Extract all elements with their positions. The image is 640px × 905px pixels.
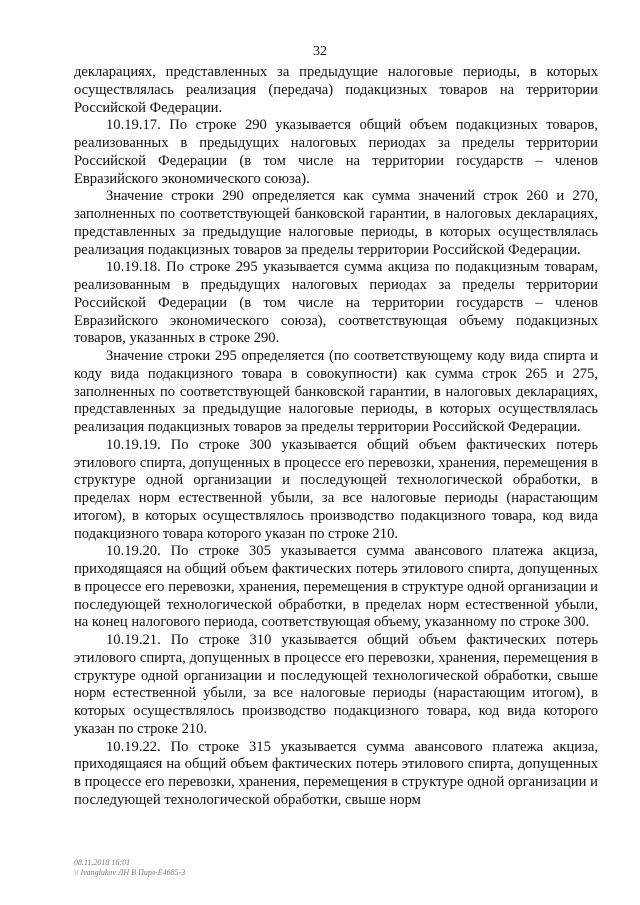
paragraph-line-290-value: Значение строки 290 определяется как сумма значений строк 260 и 270, заполненных по соответствующей банковской гарантии, в налоговых декларациях, представленных за предыдущие налоговые периоды, в которых осуществлялась реализация подакцизных товаров за пределы территории Российской Федерации. xyxy=(74,188,598,258)
paragraph-10-19-18: 10.19.18. По строке 295 указывается сумма акциза по подакцизным товарам, реализованным в предыдущих налоговых периодах за пределы территории Российской Федерации (в том числе на территории государств – членов Евразийского экономического союза), соответствующая объему подакцизных товаров, указанных в строке 290. xyxy=(74,259,598,347)
document-body xyxy=(74,64,598,810)
paragraph-continuation: декларациях, представленных за предыдущие налоговые периоды, в которых осуществлялась реализация (передача) подакцизных товаров на территории Российской Федерации. xyxy=(74,64,598,116)
document-footer xyxy=(74,858,185,878)
paragraph-line-295-value: Значение строки 295 определяется (по соответствующему коду вида спирта и коду вида подакцизного товара в совокупности) как сумма строк 265 и 275, заполненных по соответствующей банковской гарантии, в налоговых декларациях, представленных за предыдущие налоговые периоды, в которых осуществлялась реализация подакцизных товаров за пределы территории Российской Федерации. xyxy=(74,348,598,435)
paragraph-10-19-20: 10.19.20. По строке 305 указывается сумма авансового платежа акциза, приходящаяся на общий объем фактических потерь этилового спирта, допущенных в процессе его перевозки, хранения, перемещения в структуре одной организации и последующей технологической обработки, в пределах норм естественной убыли, на конец налогового периода, соответствующая объему, указанному по строке 300. xyxy=(74,543,598,631)
paragraph-10-19-21: 10.19.21. По строке 310 указывается общий объем фактических потерь этилового спирта, допущенных в процессе его перевозки, хранения, перемещения в структуре одной организации и последующей технологической обработки, свыше норм естественной убыли, за все налоговые периоды (нарастающим итогом), в которых осуществлялось производство подакцизного товара, код вида которого указан по строке 210. xyxy=(74,632,598,737)
paragraph-10-19-22: 10.19.22. По строке 315 указывается сумма авансового платежа акциза, приходящаяся на общий объем фактических потерь этилового спирта, допущенных в процессе его перевозки, хранения, перемещения в структуре одной организации и последующей технологической обработки, свыше норм xyxy=(74,738,598,808)
footer-file-path: \\ Ivanglukov ЛН В Пирл-Е4685-3 xyxy=(74,868,186,877)
footer-date: 08.11.2018 16:01 xyxy=(74,858,131,867)
page-number: 32 xyxy=(313,44,327,59)
paragraph-10-19-19: 10.19.19. По строке 300 указывается общий объем фактических потерь этилового спирта, допущенных в процессе его перевозки, хранения, перемещения в структуре одной организации и последующей технологической обработки, в пределах норм естественной убыли, за все налоговые периоды (нарастающим итогом), в которых осуществлялось производство подакцизного товара, код вида подакцизного товара которого указан по строке 210. xyxy=(74,436,598,542)
paragraph-10-19-17: 10.19.17. По строке 290 указывается общий объем подакцизных товаров, реализованных в предыдущих налоговых периодах за пределы территории Российской Федерации (в том числе на территории государств – членов Евразийского экономического союза). xyxy=(74,117,598,187)
